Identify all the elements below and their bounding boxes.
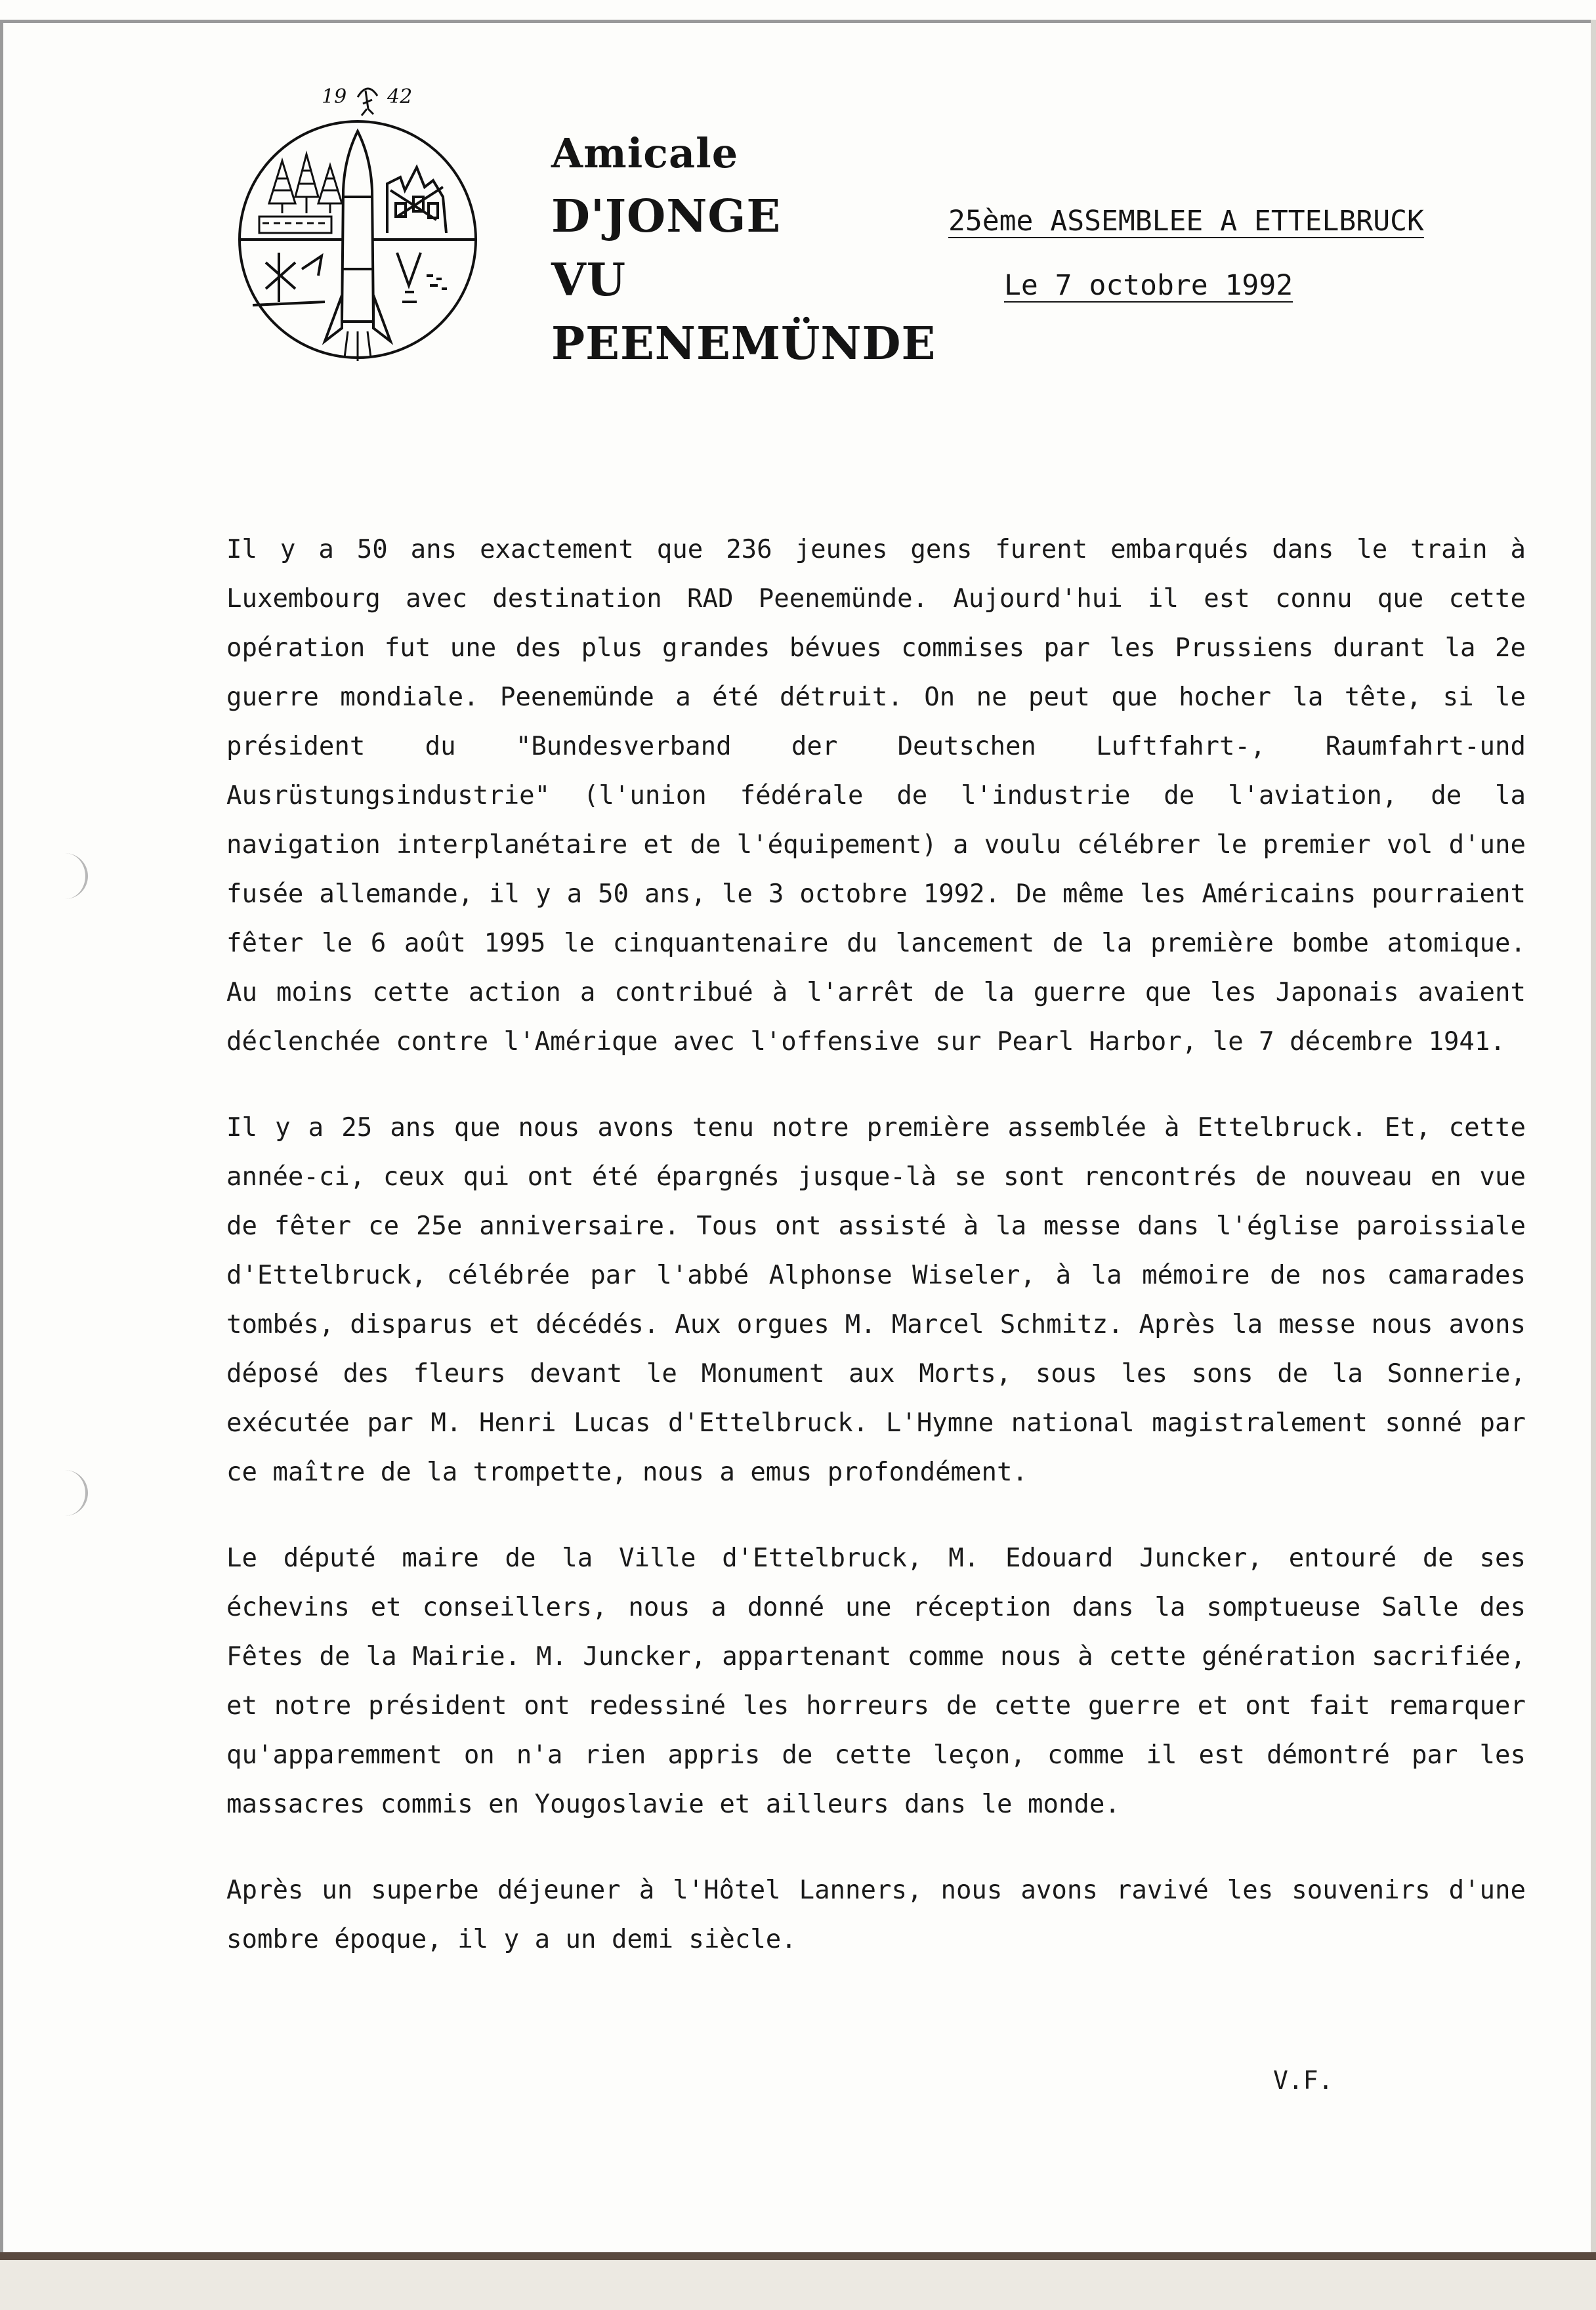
event-date: Le 7 octobre 1992 — [1004, 269, 1293, 302]
club-title-line: Amicale — [551, 129, 739, 177]
paragraph: Il y a 50 ans exactement que 236 jeunes gens furent embarqués dans le train à Luxembourg avec destination RAD Peenemünde. Aujourd'hui il est connu que cette opération fut une des plus grandes bévues commises par les Prussiens durant la 2e guerre mondiale. Peenemünde a été détruit. On ne peut que hocher la tête, si le président du "Bundesverband der Deutschen Luftfahrt-, Raumfahrt-und Ausrüstungsindustrie" (l'union fédérale de l'industrie de l'aviation, de la navigation interplanétaire et de l'équipement) a voulu célébrer le premier vol d'une fusée allemande, il y a 50 ans, le 3 octobre 1992. De même les Américains pourraient fêter le 6 août 1995 le cinquantenaire du lancement de la première bombe atomique. Au moins cette action a contribué à l'arrêt de la guerre que les Japonais avaient déclenchée contre l'Amérique avec l'offensive sur Pearl Harbor, le 7 décembre 1941. — [226, 535, 1526, 1057]
club-title-line: PEENEMÜNDE — [551, 318, 936, 370]
signature: V.F. — [1273, 2066, 1334, 2095]
paragraph: Le député maire de la Ville d'Ettelbruck, M. Edouard Juncker, entouré de ses échevins et conseillers, nous a donné une réception dans la somptueuse Salle des Fêtes de la Mairie. M. Juncker, appartenant comme nous à cette génération sacrifiée, et notre président ont redessiné les horreurs de cette guerre et ont fait remarquer qu'apparemment on n'a rien appris de cette leçon, comme il est démontré par les massacres commis en Yougoslavie et ailleurs dans le monde. — [226, 1544, 1526, 1819]
scan-edge-top — [0, 20, 1596, 23]
logo-year-right: 42 — [387, 85, 413, 108]
punch-hole — [59, 1470, 88, 1516]
club-title-line: D'JONGE — [551, 190, 782, 243]
scan-edge-bottom — [0, 2252, 1596, 2260]
scan-background-bottom — [0, 2260, 1596, 2310]
paragraph: Après un superbe déjeuner à l'Hôtel Lanners, nous avons ravivé les souvenirs d'une sombre époque, il y a un demi siècle. — [226, 1876, 1526, 1954]
scan-edge-left — [0, 20, 3, 2297]
punch-hole — [59, 853, 88, 899]
club-title — [551, 121, 978, 376]
club-title-line: VU — [551, 254, 627, 306]
logo-year-left: 19 — [322, 85, 347, 108]
event-heading: 25ème ASSEMBLEE A ETTELBRUCK — [948, 205, 1424, 238]
letter-body — [226, 525, 1526, 2001]
paragraph: Il y a 25 ans que nous avons tenu notre première assemblée à Ettelbruck. Et, cette année-ci, ceux qui ont été épargnés jusque-là se sont rencontrés de nouveau en vue de fêter ce 25e anniversaire. Tous ont assisté à la messe dans l'église paroissiale d'Ettelbruck, célébrée par l'abbé Alphonse Wiseler, à la mémoire de nos camarades tombés, disparus et décédés. Aux orgues M. Marcel Schmitz. Après la messe nous avons déposé des fleurs devant le Monument aux Morts, sous les sons de la Sonnerie, exécutée par M. Henri Lucas d'Ettelbruck. L'Hymne national magistralement sonné par ce maître de la trompette, nous a emus profondément. — [226, 1113, 1526, 1487]
scan-edge-right — [1591, 20, 1596, 2297]
club-emblem-logo — [233, 105, 482, 374]
